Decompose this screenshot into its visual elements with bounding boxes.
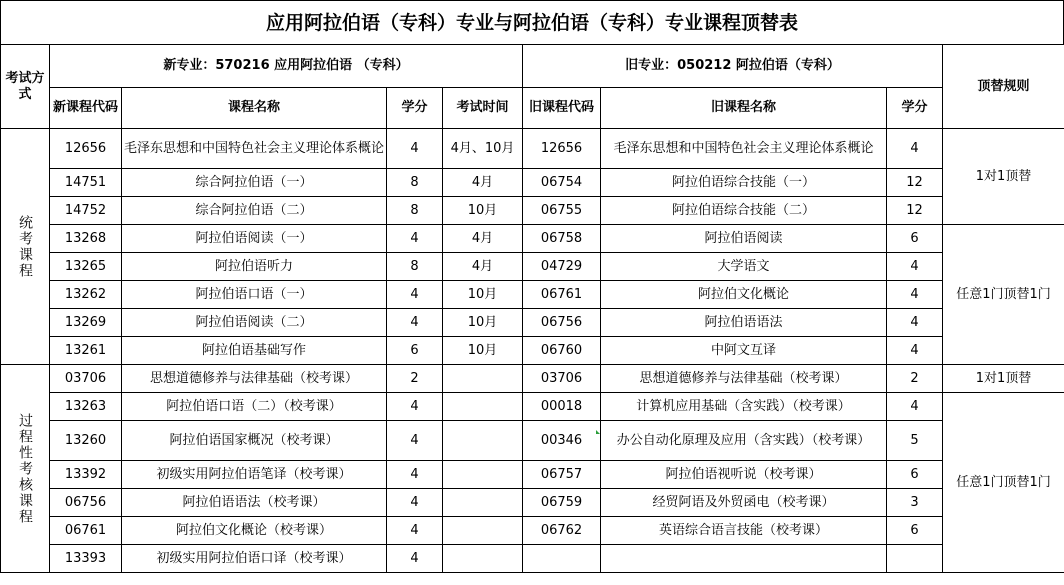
credits-cell: 4 bbox=[387, 517, 443, 545]
exam-time-cell: 10月 bbox=[443, 197, 523, 225]
new-name-cell: 综合阿拉伯语（二） bbox=[122, 197, 387, 225]
new-name-cell: 阿拉伯语语法（校考课） bbox=[122, 489, 387, 517]
group-label bbox=[1, 365, 50, 573]
header-old-course-name: 旧课程名称 bbox=[601, 88, 887, 129]
credits-cell: 4 bbox=[387, 393, 443, 421]
header-new-code: 新课程代码 bbox=[50, 88, 122, 129]
new-name-cell: 初级实用阿拉伯语笔译（校考课） bbox=[122, 461, 387, 489]
old-code-cell: 00346 bbox=[523, 421, 601, 461]
new-code-cell: 13265 bbox=[50, 253, 122, 281]
rule-cell: 1对1顶替 bbox=[943, 365, 1064, 393]
exam-time-cell: 4月 bbox=[443, 225, 523, 253]
old-credits-cell: 6 bbox=[887, 225, 943, 253]
old-credits-cell: 3 bbox=[887, 489, 943, 517]
new-name-cell: 毛泽东思想和中国特色社会主义理论体系概论 bbox=[122, 129, 387, 169]
table-row bbox=[1, 197, 1064, 225]
new-name-cell: 初级实用阿拉伯语口译（校考课） bbox=[122, 545, 387, 573]
old-name-cell: 经贸阿语及外贸函电（校考课） bbox=[601, 489, 887, 517]
exam-time-cell bbox=[443, 365, 523, 393]
old-code-cell: 06756 bbox=[523, 309, 601, 337]
new-code-cell: 06756 bbox=[50, 489, 122, 517]
old-code-cell: 06760 bbox=[523, 337, 601, 365]
table-row bbox=[1, 421, 1064, 461]
credits-cell: 4 bbox=[387, 545, 443, 573]
old-credits-cell: 12 bbox=[887, 197, 943, 225]
old-credits-cell: 5 bbox=[887, 421, 943, 461]
old-code-cell: 06759 bbox=[523, 489, 601, 517]
table-row bbox=[1, 281, 1064, 309]
credits-cell: 2 bbox=[387, 365, 443, 393]
new-name-cell: 阿拉伯语阅读（一） bbox=[122, 225, 387, 253]
old-code-cell: 06754 bbox=[523, 169, 601, 197]
credits-cell: 4 bbox=[387, 281, 443, 309]
new-code-cell: 12656 bbox=[50, 129, 122, 169]
table-row bbox=[1, 309, 1064, 337]
new-name-cell: 阿拉伯语听力 bbox=[122, 253, 387, 281]
old-code-cell: 06757 bbox=[523, 461, 601, 489]
old-credits-cell: 4 bbox=[887, 129, 943, 169]
group-label bbox=[1, 129, 50, 365]
old-name-cell: 阿拉伯语综合技能（一） bbox=[601, 169, 887, 197]
old-code-cell: 03706 bbox=[523, 365, 601, 393]
credits-cell: 4 bbox=[387, 461, 443, 489]
new-code-cell: 14752 bbox=[50, 197, 122, 225]
new-name-cell: 阿拉伯语口语（二）（校考课） bbox=[122, 393, 387, 421]
old-name-cell: 阿拉伯语综合技能（二） bbox=[601, 197, 887, 225]
old-name-cell: 办公自动化原理及应用（含实践）（校考课） bbox=[601, 421, 887, 461]
course-table bbox=[0, 44, 1064, 573]
group-label-text: 过程性考核课程 bbox=[17, 412, 33, 525]
new-code-cell: 14751 bbox=[50, 169, 122, 197]
header-rule: 顶替规则 bbox=[943, 45, 1064, 129]
credits-cell: 4 bbox=[387, 421, 443, 461]
old-code-cell: 06762 bbox=[523, 517, 601, 545]
old-credits-cell: 4 bbox=[887, 393, 943, 421]
old-credits-cell: 4 bbox=[887, 281, 943, 309]
header-old-credits: 学分 bbox=[887, 88, 943, 129]
new-code-cell: 13268 bbox=[50, 225, 122, 253]
new-code-cell: 13262 bbox=[50, 281, 122, 309]
old-code-cell: 06755 bbox=[523, 197, 601, 225]
old-credits-cell bbox=[887, 545, 943, 573]
old-code-cell: 00018 bbox=[523, 393, 601, 421]
exam-time-cell: 4月 bbox=[443, 253, 523, 281]
exam-time-cell: 10月 bbox=[443, 309, 523, 337]
old-code-cell: 04729 bbox=[523, 253, 601, 281]
exam-time-cell: 10月 bbox=[443, 337, 523, 365]
credits-cell: 6 bbox=[387, 337, 443, 365]
old-name-cell: 计算机应用基础（含实践）（校考课） bbox=[601, 393, 887, 421]
credits-cell: 4 bbox=[387, 309, 443, 337]
header-old-code: 旧课程代码 bbox=[523, 88, 601, 129]
old-name-cell: 阿拉伯语视听说（校考课） bbox=[601, 461, 887, 489]
header-course-name: 课程名称 bbox=[122, 88, 387, 129]
table-row bbox=[1, 517, 1064, 545]
table-row bbox=[1, 129, 1064, 169]
header-old-major: 旧专业：050212 阿拉伯语（专科） bbox=[523, 45, 943, 88]
table-row bbox=[1, 545, 1064, 573]
old-credits-cell: 12 bbox=[887, 169, 943, 197]
table-row bbox=[1, 225, 1064, 253]
new-name-cell: 阿拉伯语国家概况（校考课） bbox=[122, 421, 387, 461]
page-title: 应用阿拉伯语（专科）专业与阿拉伯语（专科）专业课程顶替表 bbox=[0, 0, 1064, 44]
old-credits-cell: 2 bbox=[887, 365, 943, 393]
exam-time-cell: 10月 bbox=[443, 281, 523, 309]
credits-cell: 8 bbox=[387, 197, 443, 225]
exam-time-cell bbox=[443, 545, 523, 573]
credits-cell: 4 bbox=[387, 129, 443, 169]
table-row bbox=[1, 393, 1064, 421]
group-label-text: 统考课程 bbox=[17, 214, 33, 279]
old-code-cell bbox=[523, 545, 601, 573]
exam-time-cell bbox=[443, 489, 523, 517]
exam-time-cell: 4月、10月 bbox=[443, 129, 523, 169]
old-name-cell: 阿拉伯语阅读 bbox=[601, 225, 887, 253]
old-name-cell: 阿拉伯语语法 bbox=[601, 309, 887, 337]
credits-cell: 8 bbox=[387, 169, 443, 197]
credits-cell: 4 bbox=[387, 489, 443, 517]
old-code-cell: 06758 bbox=[523, 225, 601, 253]
old-credits-cell: 4 bbox=[887, 253, 943, 281]
table-row bbox=[1, 337, 1064, 365]
new-name-cell: 阿拉伯语基础写作 bbox=[122, 337, 387, 365]
new-code-cell: 03706 bbox=[50, 365, 122, 393]
new-name-cell: 阿拉伯语口语（一） bbox=[122, 281, 387, 309]
exam-time-cell: 4月 bbox=[443, 169, 523, 197]
old-name-cell: 大学语文 bbox=[601, 253, 887, 281]
old-code-cell: 06761 bbox=[523, 281, 601, 309]
new-code-cell: 06761 bbox=[50, 517, 122, 545]
old-credits-cell: 6 bbox=[887, 517, 943, 545]
exam-time-cell bbox=[443, 393, 523, 421]
new-code-cell: 13260 bbox=[50, 421, 122, 461]
old-credits-cell: 4 bbox=[887, 337, 943, 365]
new-code-cell: 13263 bbox=[50, 393, 122, 421]
exam-time-cell bbox=[443, 421, 523, 461]
old-name-cell: 英语综合语言技能（校考课） bbox=[601, 517, 887, 545]
table-row bbox=[1, 489, 1064, 517]
header-new-major: 新专业：570216 应用阿拉伯语 （专科） bbox=[50, 45, 523, 88]
header-exam-mode: 考试方式 bbox=[1, 45, 50, 129]
table-row bbox=[1, 169, 1064, 197]
old-credits-cell: 6 bbox=[887, 461, 943, 489]
header-credits: 学分 bbox=[387, 88, 443, 129]
old-credits-cell: 4 bbox=[887, 309, 943, 337]
table-row bbox=[1, 461, 1064, 489]
cell-comment-marker bbox=[596, 430, 600, 434]
exam-time-cell bbox=[443, 461, 523, 489]
old-code-cell: 12656 bbox=[523, 129, 601, 169]
new-name-cell: 思想道德修养与法律基础（校考课） bbox=[122, 365, 387, 393]
exam-time-cell bbox=[443, 517, 523, 545]
table-row bbox=[1, 365, 1064, 393]
rule-cell: 任意1门顶替1门 bbox=[943, 225, 1064, 365]
new-name-cell: 阿拉伯文化概论（校考课） bbox=[122, 517, 387, 545]
rule-cell: 任意1门顶替1门 bbox=[943, 393, 1064, 573]
header-exam-time: 考试时间 bbox=[443, 88, 523, 129]
rule-cell: 1对1顶替 bbox=[943, 129, 1064, 225]
old-name-cell: 思想道德修养与法律基础（校考课） bbox=[601, 365, 887, 393]
old-name-cell: 毛泽东思想和中国特色社会主义理论体系概论 bbox=[601, 129, 887, 169]
new-code-cell: 13392 bbox=[50, 461, 122, 489]
table-row bbox=[1, 253, 1064, 281]
new-name-cell: 阿拉伯语阅读（二） bbox=[122, 309, 387, 337]
new-name-cell: 综合阿拉伯语（一） bbox=[122, 169, 387, 197]
old-name-cell: 中阿文互译 bbox=[601, 337, 887, 365]
new-code-cell: 13269 bbox=[50, 309, 122, 337]
old-name-cell: 阿拉伯文化概论 bbox=[601, 281, 887, 309]
new-code-cell: 13261 bbox=[50, 337, 122, 365]
old-name-cell bbox=[601, 545, 887, 573]
credits-cell: 4 bbox=[387, 225, 443, 253]
credits-cell: 8 bbox=[387, 253, 443, 281]
new-code-cell: 13393 bbox=[50, 545, 122, 573]
